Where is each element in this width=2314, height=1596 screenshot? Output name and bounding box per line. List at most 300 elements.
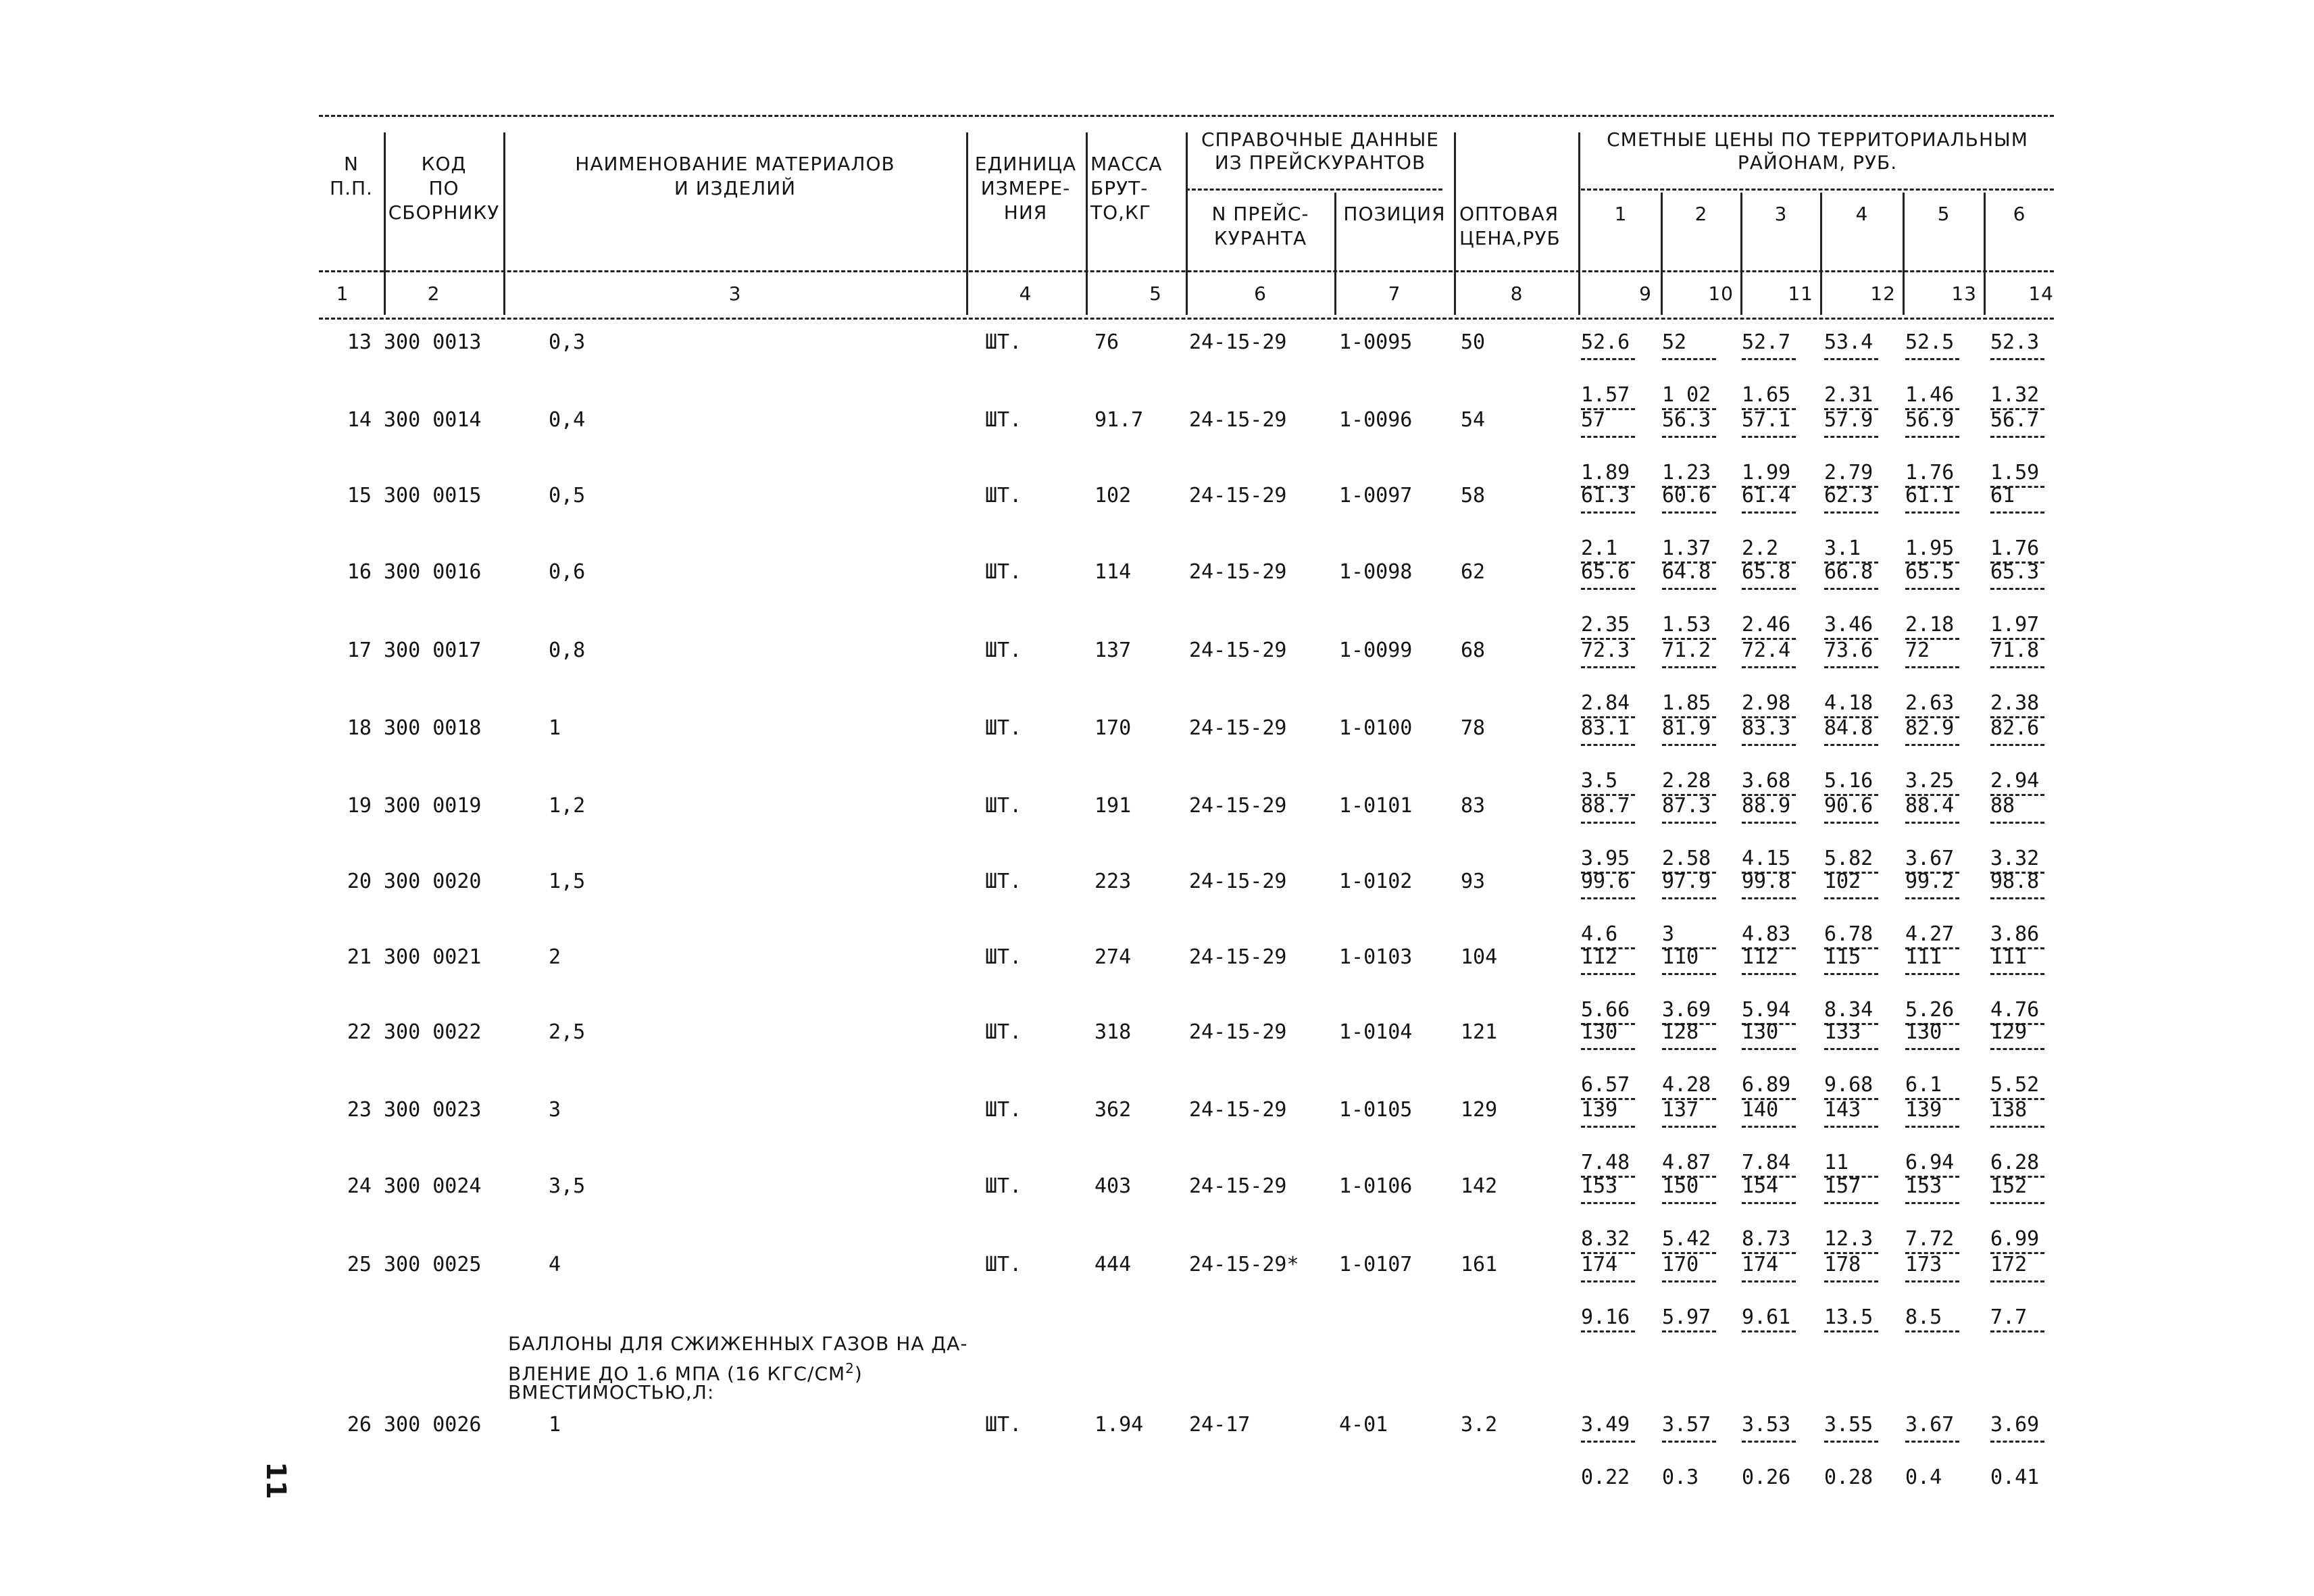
row26-fraction-bar-d6 xyxy=(1990,1441,2044,1443)
estimate-addon-d4: 11 xyxy=(1824,1151,1849,1174)
estimate-price-d5: 173 xyxy=(1905,1253,1942,1276)
estimate-addon-d1: 9.16 xyxy=(1581,1305,1630,1329)
row-unit: ШТ. xyxy=(985,1098,1022,1122)
row-code: 300 0017 xyxy=(384,639,482,662)
colnum-3: 3 xyxy=(728,282,742,305)
row-mass: 76 xyxy=(1095,330,1120,354)
row-pricelist: 24-15-29 xyxy=(1189,794,1287,818)
estimate-addon-d5: 3.25 xyxy=(1905,769,1955,793)
section-title-line2-text: ВЛЕНИЕ ДО 1.6 МПА (16 КГС/СМ xyxy=(508,1362,846,1385)
row-wholesale-price: 104 xyxy=(1461,945,1498,969)
fraction-bar-d1 xyxy=(1581,744,1635,746)
header-top-rule xyxy=(319,115,2054,117)
estimate-price-d2: 128 xyxy=(1662,1020,1699,1044)
row-position: 1-0097 xyxy=(1339,484,1413,507)
row-wholesale-price: 142 xyxy=(1461,1174,1498,1198)
colnum-9: 9 xyxy=(1639,282,1652,305)
fraction-bar-d4 xyxy=(1824,512,1878,514)
row-number: 23 xyxy=(347,1098,372,1122)
fraction-bar-d1 xyxy=(1581,1202,1635,1204)
estimate-price-d5: 99.2 xyxy=(1905,870,1955,893)
estimate-addon-d1: 4.6 xyxy=(1581,922,1618,946)
estimate-price-d5: 139 xyxy=(1905,1098,1942,1122)
row26-estimate-d6: 3.69 xyxy=(1990,1413,2040,1437)
row-mass: 274 xyxy=(1095,945,1132,969)
fraction-bar-d5 xyxy=(1905,588,1959,590)
colnum-10: 10 xyxy=(1708,282,1734,305)
fraction-bar-d5 xyxy=(1905,358,1959,360)
estimate-price-d4: 66.8 xyxy=(1824,560,1873,584)
fraction-bar-d5 xyxy=(1905,512,1959,514)
row-name: 0,4 xyxy=(549,408,586,432)
estimate-price-d5: 72 xyxy=(1905,639,1930,662)
colnum-5: 5 xyxy=(1149,282,1162,305)
row-position: 1-0102 xyxy=(1339,870,1413,893)
estimate-addon-d6: 2.38 xyxy=(1990,691,2040,715)
row26-addon-d1: 0.22 xyxy=(1581,1466,1630,1489)
row-mass: 223 xyxy=(1095,870,1132,893)
estimate-price-d3: 72.4 xyxy=(1742,639,1791,662)
hdr-position: ПОЗИЦИЯ xyxy=(1343,203,1446,225)
row-number: 18 xyxy=(347,716,372,740)
estimate-addon-d2: 3.69 xyxy=(1662,998,1711,1022)
estimate-price-d6: 82.6 xyxy=(1990,716,2040,740)
estimate-addon-d1: 3.95 xyxy=(1581,847,1630,870)
fraction-bar-d4 xyxy=(1824,1202,1878,1204)
hdr-n-line1: N xyxy=(344,153,359,175)
estimate-addon-d5: 4.27 xyxy=(1905,922,1955,946)
row26-estimate-d4: 3.55 xyxy=(1824,1413,1873,1437)
hdr-pricelist-line1: N ПРЕЙС- xyxy=(1211,203,1309,225)
row-mass: 102 xyxy=(1095,484,1132,507)
row-mass: 114 xyxy=(1095,560,1132,584)
row-unit: ШТ. xyxy=(985,1253,1022,1276)
estimate-price-d2: 56.3 xyxy=(1662,408,1711,432)
estimate-addon-d4: 12.3 xyxy=(1824,1227,1873,1251)
row26-fraction-bar-d5 xyxy=(1905,1441,1959,1443)
row-position: 1-0104 xyxy=(1339,1020,1413,1044)
estimate-price-d5: 61.1 xyxy=(1905,484,1955,507)
estimate-price-d1: 112 xyxy=(1581,945,1618,969)
fraction-bar-d5 xyxy=(1905,822,1959,824)
estimate-addon-d1: 6.57 xyxy=(1581,1073,1630,1097)
fraction-bar-d1 xyxy=(1581,1280,1635,1282)
row-number: 15 xyxy=(347,484,372,507)
estimate-addon-d1: 8.32 xyxy=(1581,1227,1630,1251)
colnum-2: 2 xyxy=(427,282,441,305)
fraction-bar-d2 xyxy=(1662,1202,1716,1204)
estimate-price-d6: 56.7 xyxy=(1990,408,2040,432)
estimate-price-d2: 81.9 xyxy=(1662,716,1711,740)
estimate-price-d6: 88 xyxy=(1990,794,2015,818)
hdr-district-1: 1 xyxy=(1614,203,1628,225)
row-wholesale-price: 129 xyxy=(1461,1098,1498,1122)
estimate-price-d4: 157 xyxy=(1824,1174,1861,1198)
fraction-bar-d3 xyxy=(1742,1202,1796,1204)
row-wholesale-price: 93 xyxy=(1461,870,1486,893)
fraction-bar-d5 xyxy=(1905,897,1959,899)
row-mass: 403 xyxy=(1095,1174,1132,1198)
estimate-price-d1: 65.6 xyxy=(1581,560,1630,584)
estimate-addon-d3: 5.94 xyxy=(1742,998,1791,1022)
estimate-addon-d1: 2.84 xyxy=(1581,691,1630,715)
fraction-bar-d1 xyxy=(1581,436,1635,438)
hdr-n-line2: П.П. xyxy=(330,177,373,199)
row26-pricelist: 24-17 xyxy=(1189,1413,1251,1437)
row-wholesale-price: 121 xyxy=(1461,1020,1498,1044)
row-name: 3 xyxy=(549,1098,561,1122)
estimate-addon-d3: 2.2 xyxy=(1742,537,1779,560)
estimate-addon-d4: 2.31 xyxy=(1824,383,1873,407)
estimate-addon-d6: 7.7 xyxy=(1990,1305,2028,1329)
estimate-price-d5: 52.5 xyxy=(1905,330,1955,354)
fraction-bar-d1 xyxy=(1581,973,1635,975)
row26-addon-d4: 0.28 xyxy=(1824,1466,1873,1489)
row-name: 4 xyxy=(549,1253,561,1276)
section-title-superscript: 2 xyxy=(845,1360,855,1376)
row-unit: ШТ. xyxy=(985,484,1022,507)
fraction-bar-d4 xyxy=(1824,744,1878,746)
estimate-price-d2: 110 xyxy=(1662,945,1699,969)
row-position: 1-0098 xyxy=(1339,560,1413,584)
hdr-district-6: 6 xyxy=(2013,203,2026,225)
fraction-bar-d6 xyxy=(1990,588,2044,590)
fraction-bar-d5 xyxy=(1905,666,1959,668)
estimate-price-d1: 83.1 xyxy=(1581,716,1630,740)
estimate-addon-d6: 1.59 xyxy=(1990,461,2040,484)
estimate-price-d5: 88.4 xyxy=(1905,794,1955,818)
row-position: 1-0105 xyxy=(1339,1098,1413,1122)
estimate-addon-d1: 3.5 xyxy=(1581,769,1618,793)
estimate-price-d6: 52.3 xyxy=(1990,330,2040,354)
estimate-addon-d2: 5.42 xyxy=(1662,1227,1711,1251)
row-code: 300 0020 xyxy=(384,870,482,893)
estimate-addon-d2: 1.23 xyxy=(1662,461,1711,484)
row-name: 2,5 xyxy=(549,1020,586,1044)
hdr-mass-line2: БРУТ- xyxy=(1090,177,1149,199)
section-title-line3: ВМЕСТИМОСТЬЮ,Л: xyxy=(508,1381,715,1403)
estimate-addon-d3: 6.89 xyxy=(1742,1073,1791,1097)
estimate-addon-d2: 2.28 xyxy=(1662,769,1711,793)
row-pricelist: 24-15-29 xyxy=(1189,716,1287,740)
estimate-addon-d6: 1.32 xyxy=(1990,383,2040,407)
estimate-price-d3: 52.7 xyxy=(1742,330,1791,354)
estimate-addon-d2: 1.37 xyxy=(1662,537,1711,560)
row26-mass: 1.94 xyxy=(1095,1413,1144,1437)
estimate-addon-d5: 2.63 xyxy=(1905,691,1955,715)
estimate-price-d1: 174 xyxy=(1581,1253,1618,1276)
row-name: 0,8 xyxy=(549,639,586,662)
estimate-addon-d4: 3.1 xyxy=(1824,537,1861,560)
row-code: 300 0018 xyxy=(384,716,482,740)
fraction-bar-d4 xyxy=(1824,1280,1878,1282)
fraction-bar-d3 xyxy=(1742,358,1796,360)
estimate-addon-d2: 1.85 xyxy=(1662,691,1711,715)
estimate-price-d5: 56.9 xyxy=(1905,408,1955,432)
hdr-mass-line1: МАССА xyxy=(1090,153,1163,175)
fraction-bar-d3 xyxy=(1742,666,1796,668)
estimate-price-d3: 88.9 xyxy=(1742,794,1791,818)
colnum-7: 7 xyxy=(1388,282,1401,305)
row-separator-d4 xyxy=(1824,1330,1878,1332)
hdr-wholesale-line1: ОПТОВАЯ xyxy=(1459,203,1559,225)
fraction-bar-d6 xyxy=(1990,744,2044,746)
row26-fraction-bar-d1 xyxy=(1581,1441,1635,1443)
row-code: 300 0016 xyxy=(384,560,482,584)
fraction-bar-d4 xyxy=(1824,436,1878,438)
row-pricelist: 24-15-29 xyxy=(1189,945,1287,969)
fraction-bar-d1 xyxy=(1581,897,1635,899)
estimate-addon-d6: 4.76 xyxy=(1990,998,2040,1022)
estimate-addon-d5: 1.46 xyxy=(1905,383,1955,407)
estimate-price-d2: 64.8 xyxy=(1662,560,1711,584)
row-mass: 191 xyxy=(1095,794,1132,818)
row26-price: 3.2 xyxy=(1461,1413,1498,1437)
estimate-addon-d1: 5.66 xyxy=(1581,998,1630,1022)
row26-code: 300 0026 xyxy=(384,1413,482,1437)
estimate-price-d6: 138 xyxy=(1990,1098,2028,1122)
row-separator-d3 xyxy=(1742,1330,1796,1332)
estimate-price-d3: 130 xyxy=(1742,1020,1779,1044)
estimate-addon-d4: 3.46 xyxy=(1824,613,1873,637)
row-number: 16 xyxy=(347,560,372,584)
hdr-district-4: 4 xyxy=(1855,203,1869,225)
estimate-price-d4: 84.8 xyxy=(1824,716,1873,740)
estimate-price-d2: 52 xyxy=(1662,330,1687,354)
row26-n: 26 xyxy=(347,1413,372,1437)
row26-position: 4-01 xyxy=(1339,1413,1388,1437)
fraction-bar-d6 xyxy=(1990,358,2044,360)
fraction-bar-d2 xyxy=(1662,1048,1716,1050)
estimate-price-d3: 154 xyxy=(1742,1174,1779,1198)
row-wholesale-price: 83 xyxy=(1461,794,1486,818)
row-pricelist: 24-15-29 xyxy=(1189,330,1287,354)
estimate-price-d2: 97.9 xyxy=(1662,870,1711,893)
estimate-addon-d6: 5.52 xyxy=(1990,1073,2040,1097)
estimate-addon-d3: 7.84 xyxy=(1742,1151,1791,1174)
estimate-price-d1: 72.3 xyxy=(1581,639,1630,662)
estimate-addon-d5: 5.26 xyxy=(1905,998,1955,1022)
hdr-pricelist-line2: КУРАНТА xyxy=(1213,227,1307,249)
estimate-addon-d5: 2.18 xyxy=(1905,613,1955,637)
vsep-8 xyxy=(1578,132,1580,315)
row-pricelist: 24-15-29 xyxy=(1189,1020,1287,1044)
row26-unit: ШТ. xyxy=(985,1413,1022,1437)
estimate-price-d6: 65.3 xyxy=(1990,560,2040,584)
estimate-price-d4: 133 xyxy=(1824,1020,1861,1044)
row-number: 22 xyxy=(347,1020,372,1044)
estimate-addon-d4: 4.18 xyxy=(1824,691,1873,715)
estimate-addon-d6: 6.28 xyxy=(1990,1151,2040,1174)
row-unit: ШТ. xyxy=(985,794,1022,818)
row-mass: 362 xyxy=(1095,1098,1132,1122)
vsep-7 xyxy=(1454,132,1456,315)
estimate-price-d1: 61.3 xyxy=(1581,484,1630,507)
row-position: 1-0101 xyxy=(1339,794,1413,818)
estimate-addon-d3: 1.65 xyxy=(1742,383,1791,407)
estimate-addon-d1: 1.89 xyxy=(1581,461,1630,484)
vsep-2 xyxy=(503,132,505,315)
estimate-price-d4: 178 xyxy=(1824,1253,1861,1276)
fraction-bar-d2 xyxy=(1662,973,1716,975)
hdr-mass-line3: ТО,КГ xyxy=(1090,201,1151,224)
estimate-price-d2: 60.6 xyxy=(1662,484,1711,507)
estimate-addon-d4: 9.68 xyxy=(1824,1073,1873,1097)
estimate-addon-d2: 5.97 xyxy=(1662,1305,1711,1329)
fraction-bar-d4 xyxy=(1824,588,1878,590)
fraction-bar-d6 xyxy=(1990,973,2044,975)
row-number: 25 xyxy=(347,1253,372,1276)
estimate-price-d1: 88.7 xyxy=(1581,794,1630,818)
estimate-addon-d1: 7.48 xyxy=(1581,1151,1630,1174)
estimate-addon-d1: 2.1 xyxy=(1581,537,1618,560)
estimate-addon-d6: 2.94 xyxy=(1990,769,2040,793)
estimate-addon-d4: 6.78 xyxy=(1824,922,1873,946)
fraction-bar-d6 xyxy=(1990,1126,2044,1128)
fraction-bar-d6 xyxy=(1990,1048,2044,1050)
row-name: 0,6 xyxy=(549,560,586,584)
estimate-addon-d5: 8.5 xyxy=(1905,1305,1942,1329)
estimate-price-d3: 65.8 xyxy=(1742,560,1791,584)
estimate-addon-d2: 4.87 xyxy=(1662,1151,1711,1174)
colnum-1: 1 xyxy=(336,282,349,305)
hdr-ref-line1: СПРАВОЧНЫЕ ДАННЫЕ xyxy=(1201,128,1439,151)
row-number: 19 xyxy=(347,794,372,818)
row-mass: 170 xyxy=(1095,716,1132,740)
fraction-bar-d4 xyxy=(1824,666,1878,668)
section-title-line2-end: ) xyxy=(854,1362,863,1385)
fraction-bar-d3 xyxy=(1742,588,1796,590)
estimate-price-d4: 102 xyxy=(1824,870,1861,893)
fraction-bar-d4 xyxy=(1824,358,1878,360)
estimate-addon-d6: 3.32 xyxy=(1990,847,2040,870)
fraction-bar-d2 xyxy=(1662,822,1716,824)
row-name: 1,2 xyxy=(549,794,586,818)
page-number: 11 xyxy=(259,1462,291,1499)
estimate-price-d6: 111 xyxy=(1990,945,2028,969)
fraction-bar-d5 xyxy=(1905,973,1959,975)
row-pricelist: 24-15-29* xyxy=(1189,1253,1299,1276)
estimate-price-d5: 82.9 xyxy=(1905,716,1955,740)
row-separator-d2 xyxy=(1662,1330,1716,1332)
row-separator-d6 xyxy=(1990,1330,2044,1332)
fraction-bar-d2 xyxy=(1662,512,1716,514)
row26-estimate-d2: 3.57 xyxy=(1662,1413,1711,1437)
estimate-addon-d3: 2.46 xyxy=(1742,613,1791,637)
estimate-addon-d3: 4.83 xyxy=(1742,922,1791,946)
fraction-bar-d4 xyxy=(1824,822,1878,824)
estimate-price-d4: 73.6 xyxy=(1824,639,1873,662)
row26-addon-d5: 0.4 xyxy=(1905,1466,1942,1489)
fraction-bar-d5 xyxy=(1905,1280,1959,1282)
header-subrule-67 xyxy=(1186,189,1442,191)
estimate-addon-d4: 8.34 xyxy=(1824,998,1873,1022)
row-name: 3,5 xyxy=(549,1174,586,1198)
estimate-addon-d3: 8.73 xyxy=(1742,1227,1791,1251)
row-code: 300 0019 xyxy=(384,794,482,818)
hdr-district-2: 2 xyxy=(1694,203,1708,225)
hdr-district-5: 5 xyxy=(1937,203,1951,225)
estimate-addon-d6: 3.86 xyxy=(1990,922,2040,946)
estimate-price-d2: 137 xyxy=(1662,1098,1699,1122)
row-number: 14 xyxy=(347,408,372,432)
hdr-wholesale-line2: ЦЕНА,РУБ xyxy=(1459,227,1561,249)
fraction-bar-d2 xyxy=(1662,588,1716,590)
estimate-addon-d4: 5.16 xyxy=(1824,769,1873,793)
row-mass: 137 xyxy=(1095,639,1132,662)
row26-addon-d6: 0.41 xyxy=(1990,1466,2040,1489)
estimate-price-d4: 90.6 xyxy=(1824,794,1873,818)
estimate-price-d5: 111 xyxy=(1905,945,1942,969)
fraction-bar-d6 xyxy=(1990,666,2044,668)
estimate-price-d4: 143 xyxy=(1824,1098,1861,1122)
estimate-addon-d3: 4.15 xyxy=(1742,847,1791,870)
hdr-code-line1: КОД xyxy=(421,153,467,175)
estimate-addon-d3: 2.98 xyxy=(1742,691,1791,715)
fraction-bar-d4 xyxy=(1824,1048,1878,1050)
estimate-price-d4: 62.3 xyxy=(1824,484,1873,507)
row-number: 24 xyxy=(347,1174,372,1198)
row26-estimate-d1: 3.49 xyxy=(1581,1413,1630,1437)
hdr-code-line2: ПО xyxy=(428,177,459,199)
estimate-price-d2: 150 xyxy=(1662,1174,1699,1198)
estimate-addon-d5: 1.76 xyxy=(1905,461,1955,484)
estimate-addon-d3: 3.68 xyxy=(1742,769,1791,793)
row-pricelist: 24-15-29 xyxy=(1189,560,1287,584)
hdr-name-line2: И ИЗДЕЛИЙ xyxy=(674,177,797,199)
row-pricelist: 24-15-29 xyxy=(1189,1098,1287,1122)
row-separator-d1 xyxy=(1581,1330,1635,1332)
row-name: 0,5 xyxy=(549,484,586,507)
row26-estimate-d3: 3.53 xyxy=(1742,1413,1791,1437)
fraction-bar-d2 xyxy=(1662,1280,1716,1282)
estimate-addon-d2: 1 02 xyxy=(1662,383,1711,407)
hdr-name-line1: НАИМЕНОВАНИЕ МАТЕРИАЛОВ xyxy=(575,153,895,175)
row-pricelist: 24-15-29 xyxy=(1189,408,1287,432)
estimate-addon-d1: 1.57 xyxy=(1581,383,1630,407)
estimate-addon-d6: 1.76 xyxy=(1990,537,2040,560)
fraction-bar-d2 xyxy=(1662,744,1716,746)
row26-addon-d3: 0.26 xyxy=(1742,1466,1791,1489)
row26-estimate-d5: 3.67 xyxy=(1905,1413,1955,1437)
estimate-price-d3: 83.3 xyxy=(1742,716,1791,740)
fraction-bar-d5 xyxy=(1905,1048,1959,1050)
row-number: 21 xyxy=(347,945,372,969)
fraction-bar-d4 xyxy=(1824,1126,1878,1128)
estimate-price-d1: 57 xyxy=(1581,408,1606,432)
row-position: 1-0107 xyxy=(1339,1253,1413,1276)
estimate-price-d2: 170 xyxy=(1662,1253,1699,1276)
fraction-bar-d2 xyxy=(1662,897,1716,899)
hdr-estimate-line2: РАЙОНАМ, РУБ. xyxy=(1737,151,1898,174)
row-pricelist: 24-15-29 xyxy=(1189,870,1287,893)
row-wholesale-price: 78 xyxy=(1461,716,1486,740)
row-position: 1-0103 xyxy=(1339,945,1413,969)
row-unit: ШТ. xyxy=(985,716,1022,740)
estimate-addon-d5: 6.1 xyxy=(1905,1073,1942,1097)
estimate-addon-d2: 2.58 xyxy=(1662,847,1711,870)
row-name: 2 xyxy=(549,945,561,969)
fraction-bar-d6 xyxy=(1990,512,2044,514)
fraction-bar-d6 xyxy=(1990,436,2044,438)
row-wholesale-price: 68 xyxy=(1461,639,1486,662)
fraction-bar-d2 xyxy=(1662,358,1716,360)
estimate-price-d3: 112 xyxy=(1742,945,1779,969)
row-position: 1-0100 xyxy=(1339,716,1413,740)
hdr-unit-line1: ЕДИНИЦА xyxy=(974,153,1077,175)
fraction-bar-d5 xyxy=(1905,1126,1959,1128)
estimate-addon-d4: 13.5 xyxy=(1824,1305,1873,1329)
